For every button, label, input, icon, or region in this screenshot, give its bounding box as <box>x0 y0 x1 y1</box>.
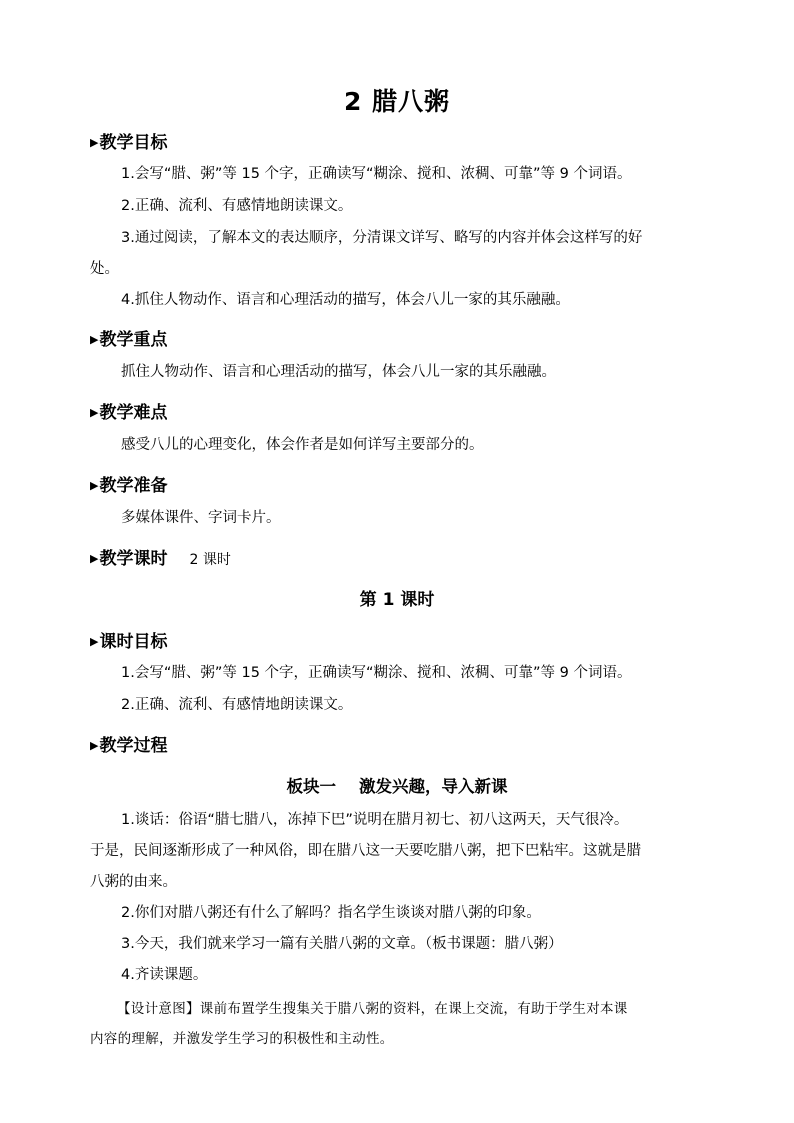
heading-text: 教学课时 <box>99 549 168 569</box>
periods-value: 2 课时 <box>189 552 231 568</box>
heading-text: 教学准备 <box>99 476 168 496</box>
heading-text: 教学难点 <box>99 403 168 423</box>
process-line-3: 3.今天，我们就来学习一篇有关腊八粥的文章。（板书课题：腊八粥） <box>121 936 563 952</box>
period-goal-line-2: 2.正确、流利、有感情地朗读课文。 <box>121 697 353 713</box>
section-heading-periods <box>90 544 231 569</box>
difficulties-text: 感受八儿的心理变化，体会作者是如何详写主要部分的。 <box>121 437 484 453</box>
heading-text: 教学目标 <box>99 133 168 153</box>
triangle-marker-icon: ▶ <box>90 333 99 346</box>
section-heading-preparation <box>90 471 167 496</box>
design-intent-line-1: 【设计意图】课前布置学生搜集关于腊八粥的资料，在课上交流，有助于学生对本课 <box>117 1001 628 1017</box>
period-goal-line-1: 1.会写“腊、粥”等 15 个字，正确读写“糊涂、搅和、浓稠、可靠”等 9 个词语。 <box>121 665 632 681</box>
triangle-marker-icon: ▶ <box>90 552 99 565</box>
triangle-marker-icon: ▶ <box>90 739 99 752</box>
process-line-2: 2.你们对腊八粥还有什么了解吗？指名学生谈谈对腊八粥的印象。 <box>121 905 541 921</box>
triangle-marker-icon: ▶ <box>90 136 99 149</box>
goal-line-4: 4.抓住人物动作、语言和心理活动的描写，体会八儿一家的其乐融融。 <box>121 292 570 308</box>
lesson-title: 2 腊八粥 <box>343 87 451 116</box>
goal-line-3-cont: 处。 <box>90 261 119 277</box>
process-line-1-cont: 于是，民间逐渐形成了一种风俗，即在腊八这一天要吃腊八粥，把下巴粘牢。这就是腊 <box>90 843 641 859</box>
lesson-period-title: 第 1 课时 <box>359 590 435 610</box>
design-intent-line-2: 内容的理解，并激发学生学习的积极性和主动性。 <box>90 1031 394 1047</box>
process-line-1-end: 八粥的由来。 <box>90 874 177 890</box>
heading-text: 课时目标 <box>99 632 168 652</box>
section-heading-key-points <box>90 325 167 350</box>
section-heading-difficulties <box>90 398 167 423</box>
key-points-text: 抓住人物动作、语言和心理活动的描写，体会八儿一家的其乐融融。 <box>121 364 556 380</box>
heading-text: 教学过程 <box>99 736 168 756</box>
block-one-title: 板块一 激发兴趣，导入新课 <box>286 777 508 796</box>
triangle-marker-icon: ▶ <box>90 635 99 648</box>
section-heading-process <box>90 731 167 756</box>
heading-text: 教学重点 <box>99 330 168 350</box>
process-line-1: 1.谈话：俗语“腊七腊八，冻掉下巴”说明在腊月初七、初八这两天，天气很冷。 <box>121 812 629 828</box>
preparation-text: 多媒体课件、字词卡片。 <box>121 510 281 526</box>
triangle-marker-icon: ▶ <box>90 406 99 419</box>
section-heading-period-goals <box>90 627 167 652</box>
goal-line-2: 2.正确、流利、有感情地朗读课文。 <box>121 198 353 214</box>
goal-line-1: 1.会写“腊、粥”等 15 个字，正确读写“糊涂、搅和、浓稠、可靠”等 9 个词语。 <box>121 166 632 182</box>
triangle-marker-icon: ▶ <box>90 479 99 492</box>
section-heading-teaching-goals <box>90 128 167 153</box>
process-line-4: 4.齐读课题。 <box>121 967 208 983</box>
goal-line-3: 3.通过阅读，了解本文的表达顺序，分清课文详写、略写的内容并体会这样写的好 <box>121 230 643 246</box>
